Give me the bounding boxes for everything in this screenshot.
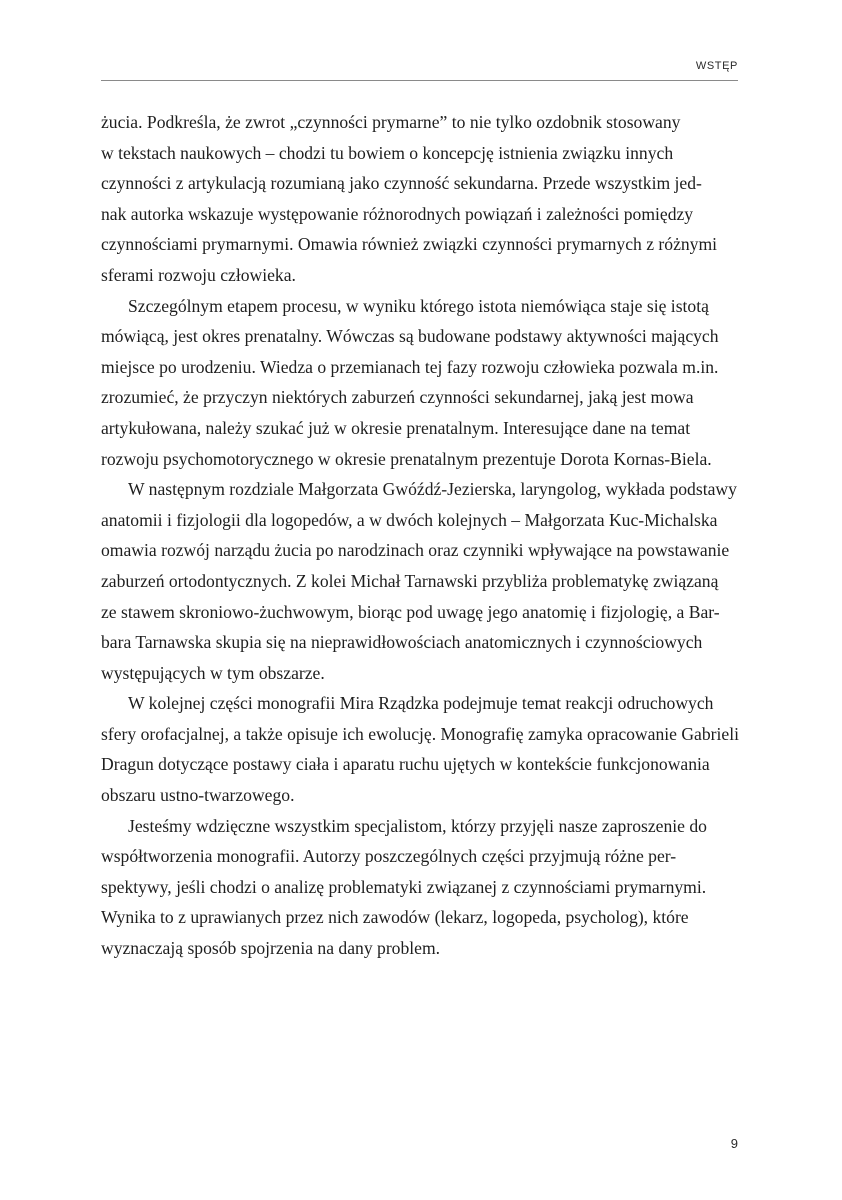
paragraph-5 [101, 811, 751, 964]
text-line: w tekstach naukowych – chodzi tu bowiem o koncepcję istnienia związku innych [101, 142, 674, 163]
text-line: wyznaczają sposób spojrzenia na dany problem. [101, 938, 441, 959]
text-line: bara Tarnawska skupia się na nieprawidłowościach anatomicznych i czynnościowych [101, 632, 703, 653]
text-line: W kolejnej części monografii Mira Rządzka podejmuje temat reakcji odruchowych [128, 693, 714, 714]
paragraph-3 [101, 474, 751, 688]
page-number: 9 [730, 1136, 738, 1151]
body-text [101, 107, 751, 964]
text-line: nak autorka wskazuje występowanie różnorodnych powiązań i zależności pomiędzy [101, 203, 694, 224]
text-line: zrozumieć, że przyczyn niektórych zaburzeń czynności sekundarnej, jaką jest mowa [101, 387, 694, 408]
text-line: Jesteśmy wdzięczne wszystkim specjalistom, którzy przyjęli nasze zaproszenie do [128, 815, 707, 836]
text-line: obszaru ustno-twarzowego. [101, 785, 295, 806]
paragraph-1 [101, 107, 751, 291]
text-line: Szczególnym etapem procesu, w wyniku którego istota niemówiąca staje się istotą [128, 295, 709, 316]
text-line: Dragun dotyczące postawy ciała i aparatu ruchu ujętych w kontekście funkcjonowania [101, 754, 710, 775]
text-line: sferami rozwoju człowieka. [101, 264, 296, 285]
text-line: czynności z artykulacją rozumianą jako czynność sekundarna. Przede wszystkim jed- [101, 173, 702, 194]
text-line: W następnym rozdziale Małgorzata Gwóźdź-Jezierska, laryngolog, wykłada podstawy [128, 479, 737, 500]
text-line: miejsce po urodzeniu. Wiedza o przemianach tej fazy rozwoju człowieka pozwala m.in. [101, 356, 719, 377]
text-line: występujących w tym obszarze. [101, 662, 325, 683]
text-line: spektywy, jeśli chodzi o analizę problematyki związanej z czynnościami prymarnymi. [101, 876, 707, 897]
text-line: Wynika to z uprawianych przez nich zawodów (lekarz, logopeda, psycholog), które [101, 907, 689, 928]
paragraph-4 [101, 688, 751, 810]
text-line: anatomii i fizjologii dla logopedów, a w dwóch kolejnych – Małgorzata Kuc-Michalska [101, 509, 718, 530]
text-line: rozwoju psychomotorycznego w okresie prenatalnym prezentuje Dorota Kornas-Biela. [101, 448, 712, 469]
text-line: ze stawem skroniowo-żuchwowym, biorąc pod uwagę jego anatomię i fizjologię, a Bar- [101, 601, 720, 622]
text-line: żucia. Podkreśla, że zwrot „czynności prymarne” to nie tylko ozdobnik stosowany [101, 112, 681, 132]
paragraph-2 [101, 291, 751, 475]
text-line: artykułowana, należy szukać już w okresie prenatalnym. Interesujące dane na temat [101, 417, 691, 438]
text-line: współtworzenia monografii. Autorzy poszczególnych części przyjmują różne per- [101, 846, 677, 867]
text-line: zaburzeń ortodontycznych. Z kolei Michał Tarnawski przybliża problematykę związaną [101, 570, 719, 591]
text-line: omawia rozwój narządu żucia po narodzinach oraz czynniki wpływające na powstawanie [101, 540, 730, 561]
text-line: sfery orofacjalnej, a także opisuje ich ewolucję. Monografię zamyka opracowanie Gabrieli [101, 723, 739, 744]
text-line: mówiącą, jest okres prenatalny. Wówczas są budowane podstawy aktywności mających [101, 326, 719, 347]
text-line: czynnościami prymarnymi. Omawia również związki czynności prymarnych z różnymi [101, 234, 718, 255]
running-head: WSTĘP [695, 60, 738, 72]
header-rule [101, 80, 738, 81]
